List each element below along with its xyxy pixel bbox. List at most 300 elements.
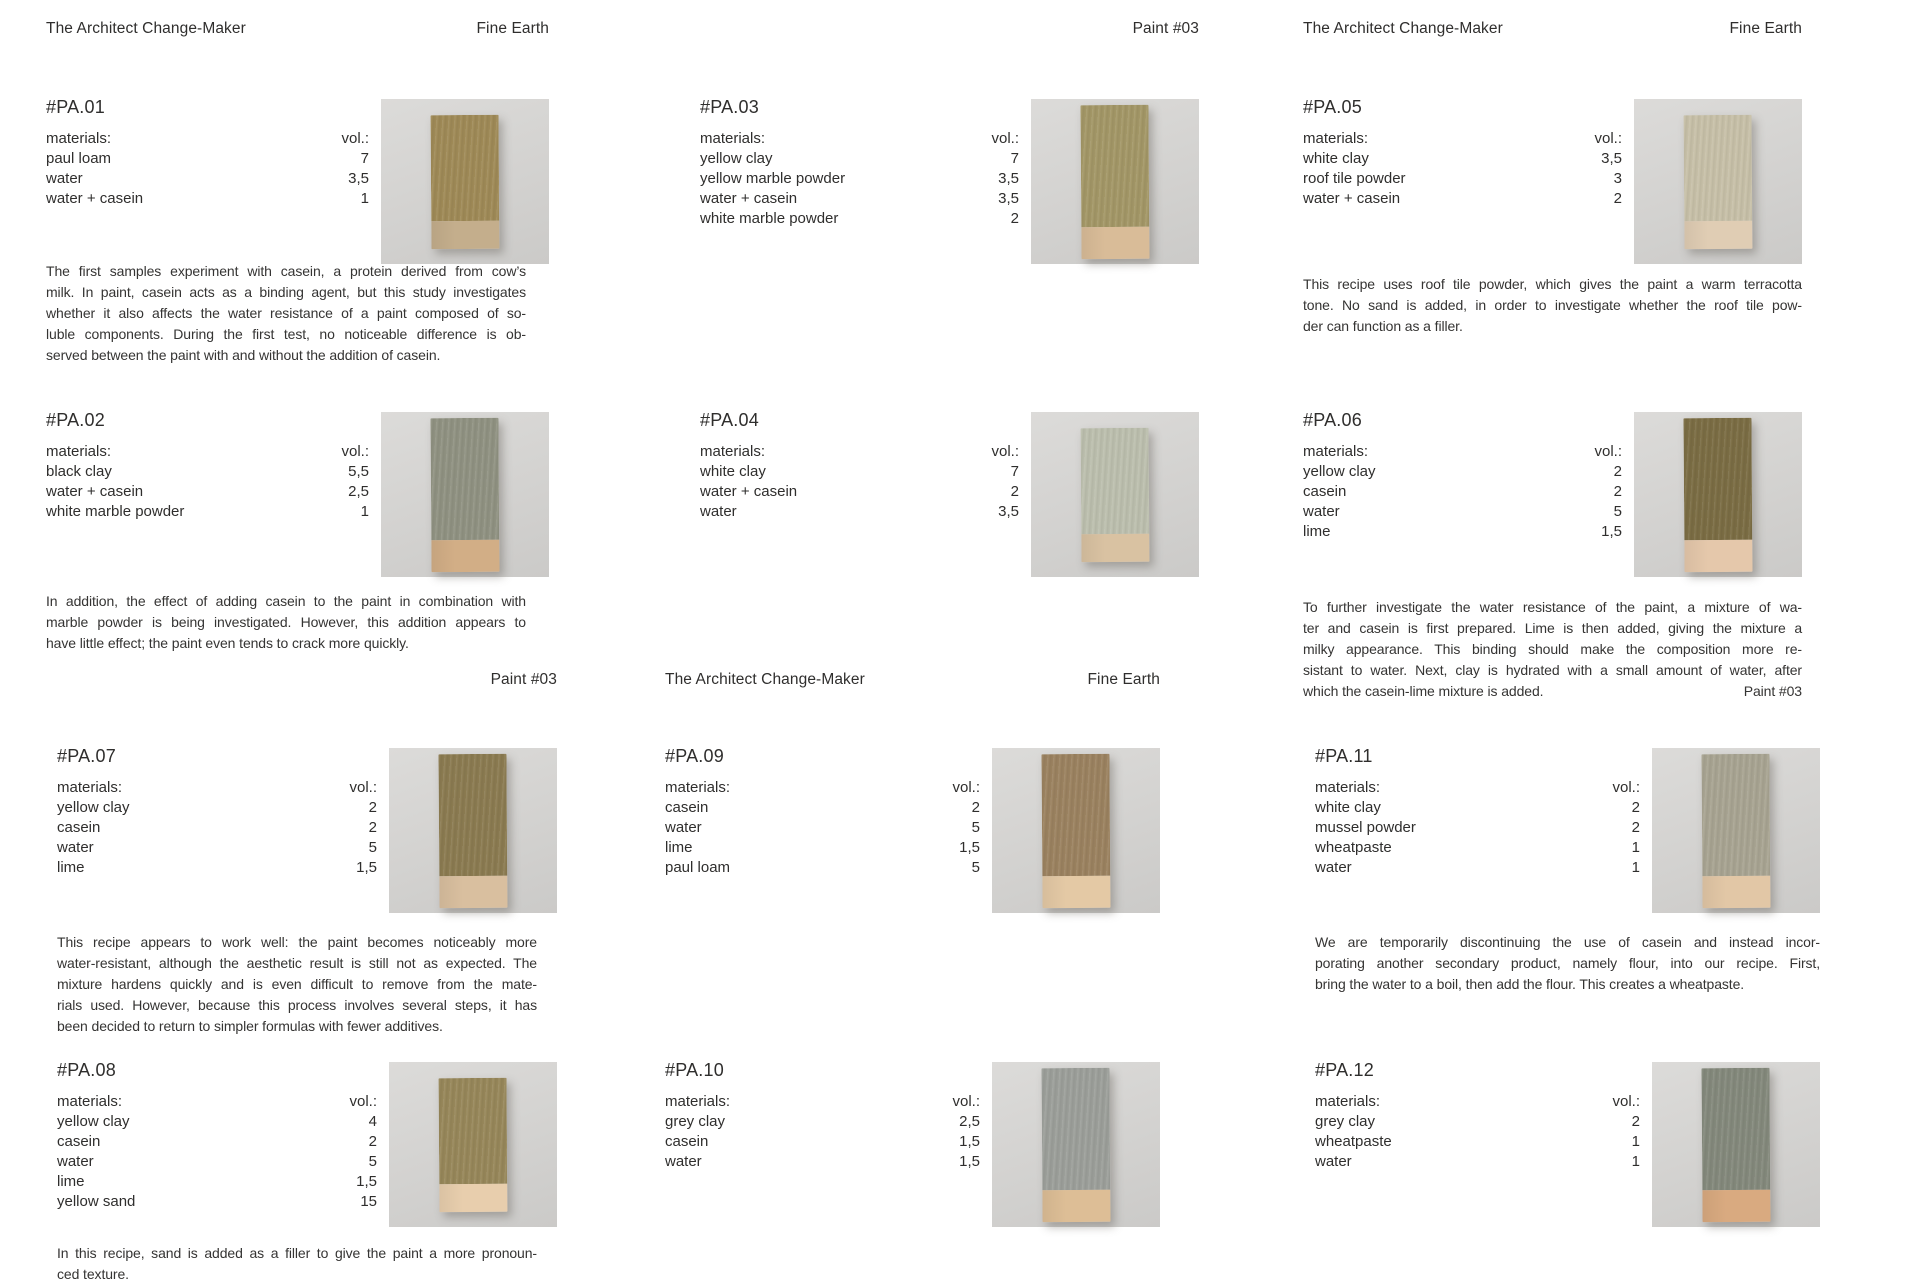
- materials-label: materials:: [46, 130, 112, 147]
- materials-table: [1303, 129, 1622, 209]
- materials-label: materials:: [1303, 130, 1369, 147]
- material-header-row: [700, 129, 1019, 149]
- materials-label: materials:: [1315, 1093, 1381, 1110]
- materials-table: [700, 129, 1019, 229]
- paint-swatch: [1683, 418, 1752, 572]
- material-volume: 5: [971, 859, 980, 876]
- material-header-row: [665, 1092, 980, 1112]
- entry-id: #PA.02: [46, 410, 105, 430]
- material-volume: 5: [971, 819, 980, 836]
- material-volume: 2: [1631, 819, 1640, 836]
- paint-swatch: [438, 754, 507, 908]
- materials-table: [1315, 778, 1640, 878]
- wood-base: [431, 540, 499, 572]
- wood-base: [1081, 534, 1149, 562]
- description-line: luble components. During the first test, no noticeable difference is ob-: [46, 326, 526, 342]
- material-name: white marble powder: [46, 503, 185, 520]
- entry-description: [57, 932, 537, 1037]
- sample-photo: [1634, 99, 1802, 264]
- material-row: [1303, 462, 1622, 482]
- material-header-row: [57, 778, 377, 798]
- material-name: water: [57, 1153, 94, 1170]
- paint-entry: [1303, 412, 1802, 577]
- materials-table: [57, 1092, 377, 1212]
- material-row: [57, 858, 377, 878]
- materials-table: [665, 778, 980, 878]
- paint-swatch: [439, 1078, 508, 1212]
- material-volume: 5: [368, 1153, 377, 1170]
- sample-photo: [381, 99, 549, 264]
- description-line: porating another secondary product, namely flour, into our recipe. First,: [1315, 955, 1820, 971]
- material-name: lime: [57, 859, 85, 876]
- material-volume: 1,5: [356, 859, 377, 876]
- material-row: [57, 1132, 377, 1152]
- material-name: wheatpaste: [1315, 1133, 1392, 1150]
- entry-id: #PA.11: [1315, 746, 1373, 766]
- volume-label: vol.:: [991, 443, 1019, 460]
- material-header-row: [1315, 1092, 1640, 1112]
- paint-entry: [57, 1062, 557, 1227]
- entry-description: [57, 1243, 537, 1280]
- paint-entry: [57, 748, 557, 913]
- paint-surface: [1683, 418, 1752, 540]
- entry-id: #PA.04: [700, 410, 759, 430]
- material-name: grey clay: [1315, 1113, 1376, 1130]
- material-volume: 2: [1613, 483, 1622, 500]
- paint-surface: [438, 754, 507, 876]
- paint-surface: [1080, 105, 1149, 227]
- page-header-brand: The Architect Change-Maker: [1303, 20, 1503, 37]
- sample-photo: [1031, 412, 1199, 577]
- material-row: [1303, 502, 1622, 522]
- volume-label: vol.:: [1594, 443, 1622, 460]
- materials-label: materials:: [665, 1093, 731, 1110]
- paint-swatch: [1081, 428, 1150, 562]
- materials-label: materials:: [700, 443, 766, 460]
- paint-entry: [1315, 1062, 1820, 1227]
- materials-table: [1303, 442, 1622, 542]
- material-volume: 7: [1010, 150, 1019, 167]
- material-volume: 1,5: [1601, 523, 1622, 540]
- paint-entry: [665, 1062, 1160, 1227]
- material-volume: 2,5: [348, 483, 369, 500]
- description-line: water-resistant, although the aesthetic result is still not as expected. The: [57, 955, 537, 971]
- sample-photo: [389, 748, 557, 913]
- material-row: [700, 209, 1019, 229]
- material-name: water + casein: [700, 483, 798, 500]
- paint-surface: [1684, 115, 1753, 221]
- material-row: [57, 1152, 377, 1172]
- material-row: [1315, 858, 1640, 878]
- page-header: [1303, 20, 1802, 38]
- sample-photo: [1634, 412, 1802, 577]
- paint-surface: [430, 418, 499, 540]
- material-name: yellow sand: [57, 1193, 136, 1210]
- material-row: [46, 462, 369, 482]
- wood-base: [439, 1184, 507, 1212]
- wood-base: [1042, 1190, 1110, 1222]
- paint-surface: [1041, 754, 1110, 876]
- materials-table: [46, 129, 369, 209]
- material-row: [57, 798, 377, 818]
- page-header-series: Fine Earth: [1087, 671, 1160, 688]
- material-name: yellow clay: [1303, 463, 1376, 480]
- material-name: white clay: [700, 463, 766, 480]
- material-row: [1303, 169, 1622, 189]
- paint-swatch: [1041, 754, 1110, 908]
- material-name: roof tile powder: [1303, 170, 1406, 187]
- material-name: water + casein: [1303, 190, 1401, 207]
- material-row: [1303, 482, 1622, 502]
- description-line: In this recipe, sand is added as a filler to give the paint a more pronoun-: [57, 1245, 537, 1261]
- material-name: water + casein: [46, 483, 144, 500]
- material-name: water: [665, 1153, 702, 1170]
- material-row: [46, 189, 369, 209]
- material-name: white clay: [1315, 799, 1381, 816]
- entry-description: [1315, 932, 1820, 995]
- paint-swatch: [1080, 105, 1149, 259]
- material-row: [1303, 149, 1622, 169]
- materials-label: materials:: [700, 130, 766, 147]
- paint-entry: [665, 748, 1160, 913]
- material-row: [700, 502, 1019, 522]
- description-line: ter and casein is first prepared. Lime is then added, giving the mixture a: [1303, 620, 1802, 636]
- material-row: [1315, 798, 1640, 818]
- material-row: [700, 189, 1019, 209]
- material-volume: 2,5: [959, 1113, 980, 1130]
- volume-label: vol.:: [341, 130, 369, 147]
- material-row: [57, 838, 377, 858]
- volume-label: vol.:: [341, 443, 369, 460]
- material-volume: 3,5: [998, 503, 1019, 520]
- wood-base: [431, 221, 499, 249]
- material-name: lime: [665, 839, 693, 856]
- material-row: [1315, 1112, 1640, 1132]
- material-name: yellow clay: [57, 799, 130, 816]
- page-header: [700, 20, 1199, 38]
- booklet-page-1: [46, 0, 549, 668]
- materials-table: [1315, 1092, 1640, 1172]
- material-row: [700, 149, 1019, 169]
- material-header-row: [700, 442, 1019, 462]
- material-volume: 3,5: [1601, 150, 1622, 167]
- paint-entry: [46, 99, 549, 264]
- volume-label: vol.:: [1594, 130, 1622, 147]
- material-row: [57, 1112, 377, 1132]
- materials-table: [57, 778, 377, 878]
- material-row: [1315, 818, 1640, 838]
- page-header-issue: Paint #03: [490, 671, 557, 688]
- page-header-brand: The Architect Change-Maker: [46, 20, 246, 37]
- material-name: paul loam: [46, 150, 112, 167]
- description-last-line: ced texture.: [57, 1266, 129, 1280]
- booklet-page-3: [1303, 0, 1802, 699]
- material-name: paul loam: [665, 859, 731, 876]
- material-row: [57, 818, 377, 838]
- material-volume: 2: [368, 799, 377, 816]
- description-last-line: bring the water to a boil, then add the flour. This creates a wheatpaste.: [1315, 976, 1745, 992]
- material-name: casein: [57, 819, 101, 836]
- material-row: [700, 169, 1019, 189]
- material-name: water: [700, 503, 737, 520]
- materials-label: materials:: [665, 779, 731, 796]
- description-line: mixture hardens quickly and is even difficult to remove from the mate-: [57, 976, 537, 992]
- material-name: water + casein: [700, 190, 798, 207]
- description-last-line: served between the paint with and without the addition of casein.: [46, 347, 441, 363]
- material-row: [1315, 1152, 1640, 1172]
- booklet-page-5: [665, 668, 1160, 1280]
- material-volume: 1: [1631, 1133, 1640, 1150]
- paint-entry: [700, 412, 1199, 577]
- material-name: water: [46, 170, 83, 187]
- page-header-series: Fine Earth: [476, 20, 549, 37]
- material-name: lime: [57, 1173, 85, 1190]
- description-line: This recipe appears to work well: the paint becomes noticeably more: [57, 934, 537, 950]
- description-line: We are temporarily discontinuing the use of casein and instead incor-: [1315, 934, 1820, 950]
- page-header: [46, 20, 549, 38]
- paint-surface: [431, 115, 500, 221]
- sample-photo: [1031, 99, 1199, 264]
- material-volume: 2: [368, 1133, 377, 1150]
- material-volume: 15: [360, 1193, 377, 1210]
- material-row: [1303, 522, 1622, 542]
- wood-base: [439, 876, 507, 908]
- material-name: casein: [665, 799, 709, 816]
- material-row: [665, 1132, 980, 1152]
- wood-base: [1684, 540, 1752, 572]
- material-name: mussel powder: [1315, 819, 1416, 836]
- material-name: wheatpaste: [1315, 839, 1392, 856]
- description-line: which the casein-lime mixture is added.: [1303, 683, 1544, 699]
- wood-base: [1702, 1190, 1770, 1222]
- material-volume: 2: [1613, 463, 1622, 480]
- material-row: [665, 858, 980, 878]
- material-volume: 2: [1631, 799, 1640, 816]
- material-row: [665, 798, 980, 818]
- page-header-brand: The Architect Change-Maker: [665, 671, 865, 688]
- material-volume: 1: [360, 503, 369, 520]
- paint-entry: [46, 412, 549, 577]
- description-line: tone. No sand is added, in order to investigate whether the roof tile pow-: [1303, 297, 1802, 313]
- paint-entry: [700, 99, 1199, 264]
- material-row: [46, 169, 369, 189]
- paint-surface: [1701, 754, 1770, 876]
- material-name: casein: [1303, 483, 1347, 500]
- material-header-row: [1303, 442, 1622, 462]
- material-volume: 2: [971, 799, 980, 816]
- materials-label: materials:: [46, 443, 112, 460]
- description-last-line: been decided to return to simpler formulas with fewer additives.: [57, 1018, 443, 1034]
- material-volume: 3,5: [348, 170, 369, 187]
- material-name: water: [665, 819, 702, 836]
- sample-photo: [992, 1062, 1160, 1227]
- entry-id: #PA.09: [665, 746, 724, 766]
- material-row: [46, 149, 369, 169]
- material-row: [46, 482, 369, 502]
- material-volume: 1,5: [356, 1173, 377, 1190]
- material-volume: 1: [1631, 859, 1640, 876]
- material-volume: 7: [360, 150, 369, 167]
- wood-base: [1684, 221, 1752, 249]
- paint-surface: [1041, 1068, 1110, 1190]
- material-volume: 1: [360, 190, 369, 207]
- material-row: [1315, 838, 1640, 858]
- material-name: water: [57, 839, 94, 856]
- material-row: [665, 818, 980, 838]
- description-last-line: der can function as a filler.: [1303, 318, 1463, 334]
- volume-label: vol.:: [952, 1093, 980, 1110]
- description-line: This recipe uses roof tile powder, which gives the paint a warm terracotta: [1303, 276, 1802, 292]
- entry-id: #PA.06: [1303, 410, 1362, 430]
- materials-label: materials:: [57, 779, 123, 796]
- description-line: In addition, the effect of adding casein to the paint in combination with: [46, 593, 526, 609]
- material-name: yellow clay: [57, 1113, 130, 1130]
- material-name: casein: [57, 1133, 101, 1150]
- material-volume: 5: [368, 839, 377, 856]
- paint-swatch: [431, 115, 500, 249]
- material-volume: 1: [1631, 1153, 1640, 1170]
- sample-photo: [389, 1062, 557, 1227]
- description-line: rials used. However, because this process involves several steps, it has: [57, 997, 537, 1013]
- material-volume: 5,5: [348, 463, 369, 480]
- material-name: water + casein: [46, 190, 144, 207]
- material-header-row: [1315, 778, 1640, 798]
- material-name: yellow clay: [700, 150, 773, 167]
- material-row: [57, 1172, 377, 1192]
- material-row: [46, 502, 369, 522]
- paint-swatch: [1041, 1068, 1110, 1222]
- material-row: [700, 462, 1019, 482]
- material-volume: 1: [1631, 839, 1640, 856]
- material-volume: 2: [1613, 190, 1622, 207]
- booklet-page-6: [1315, 668, 1820, 1280]
- sample-photo: [381, 412, 549, 577]
- page-header-issue: Paint #03: [1132, 20, 1199, 37]
- material-volume: 7: [1010, 463, 1019, 480]
- material-row: [665, 1152, 980, 1172]
- material-volume: 1,5: [959, 839, 980, 856]
- volume-label: vol.:: [349, 779, 377, 796]
- entry-id: #PA.01: [46, 97, 105, 117]
- volume-label: vol.:: [952, 779, 980, 796]
- paint-surface: [1081, 428, 1150, 534]
- materials-label: materials:: [57, 1093, 123, 1110]
- material-volume: 3,5: [998, 170, 1019, 187]
- paint-entry: [1315, 748, 1820, 913]
- description-line: sistant to water. Next, clay is hydrated with a small amount of water, after: [1303, 662, 1802, 678]
- material-row: [57, 1192, 377, 1212]
- paint-entry: [1303, 99, 1802, 264]
- material-name: lime: [1303, 523, 1331, 540]
- material-header-row: [665, 778, 980, 798]
- entry-id: #PA.05: [1303, 97, 1362, 117]
- material-volume: 1,5: [959, 1133, 980, 1150]
- description-line: whether it also affects the water resistance of a paint composed of so-: [46, 305, 526, 321]
- entry-id: #PA.07: [57, 746, 116, 766]
- entry-description: [1303, 274, 1802, 337]
- page-header: [57, 671, 557, 689]
- description-line: milk. In paint, casein acts as a binding agent, but this study investigates: [46, 284, 526, 300]
- material-name: water: [1303, 503, 1340, 520]
- material-volume: 2: [1631, 1113, 1640, 1130]
- material-header-row: [46, 129, 369, 149]
- wood-base: [1081, 227, 1149, 259]
- entry-description: [46, 261, 526, 366]
- wood-base: [1702, 876, 1770, 908]
- material-header-row: [57, 1092, 377, 1112]
- material-volume: 3: [1613, 170, 1622, 187]
- material-volume: 1,5: [959, 1153, 980, 1170]
- description-line: marble powder is being investigated. However, this addition appears to: [46, 614, 526, 630]
- page-header-series: Fine Earth: [1729, 20, 1802, 37]
- material-name: casein: [665, 1133, 709, 1150]
- entry-description: [46, 591, 526, 654]
- page-footer-issue: Paint #03: [1743, 683, 1802, 699]
- material-name: grey clay: [665, 1113, 726, 1130]
- wood-base: [1042, 876, 1110, 908]
- paint-surface: [1701, 1068, 1770, 1190]
- material-name: white clay: [1303, 150, 1369, 167]
- materials-label: materials:: [1303, 443, 1369, 460]
- description-line: The first samples experiment with casein, a protein derived from cow’s: [46, 263, 526, 279]
- materials-table: [46, 442, 369, 522]
- page-header: [665, 671, 1160, 689]
- entry-id: #PA.03: [700, 97, 759, 117]
- material-row: [665, 838, 980, 858]
- description-line: To further investigate the water resistance of the paint, a mixture of wa-: [1303, 599, 1802, 615]
- paint-swatch: [1684, 115, 1753, 249]
- volume-label: vol.:: [349, 1093, 377, 1110]
- material-name: white marble powder: [700, 210, 839, 227]
- sample-photo: [1652, 1062, 1820, 1227]
- material-name: black clay: [46, 463, 112, 480]
- booklet-page-2: [700, 0, 1199, 668]
- material-row: [1315, 1132, 1640, 1152]
- material-volume: 4: [368, 1113, 377, 1130]
- volume-label: vol.:: [991, 130, 1019, 147]
- material-volume: 3,5: [998, 190, 1019, 207]
- material-row: [665, 1112, 980, 1132]
- materials-table: [665, 1092, 980, 1172]
- material-volume: 2: [1010, 483, 1019, 500]
- paint-swatch: [1701, 1068, 1770, 1222]
- description-last-line: have little effect; the paint even tends to crack more quickly.: [46, 635, 409, 651]
- paint-swatch: [430, 418, 499, 572]
- entry-id: #PA.10: [665, 1060, 724, 1080]
- sample-photo: [992, 748, 1160, 913]
- material-volume: 2: [368, 819, 377, 836]
- material-row: [1303, 189, 1622, 209]
- material-header-row: [1303, 129, 1622, 149]
- material-row: [700, 482, 1019, 502]
- volume-label: vol.:: [1612, 779, 1640, 796]
- description-line: milky appearance. This binding should make the composition more re-: [1303, 641, 1802, 657]
- material-name: water: [1315, 1153, 1352, 1170]
- volume-label: vol.:: [1612, 1093, 1640, 1110]
- material-header-row: [46, 442, 369, 462]
- paint-surface: [439, 1078, 508, 1184]
- material-name: water: [1315, 859, 1352, 876]
- material-volume: 2: [1010, 210, 1019, 227]
- material-volume: 5: [1613, 503, 1622, 520]
- materials-table: [700, 442, 1019, 522]
- materials-label: materials:: [1315, 779, 1381, 796]
- entry-id: #PA.12: [1315, 1060, 1374, 1080]
- paint-swatch: [1701, 754, 1770, 908]
- material-name: yellow marble powder: [700, 170, 846, 187]
- sample-photo: [1652, 748, 1820, 913]
- booklet-page-4: [57, 668, 557, 1280]
